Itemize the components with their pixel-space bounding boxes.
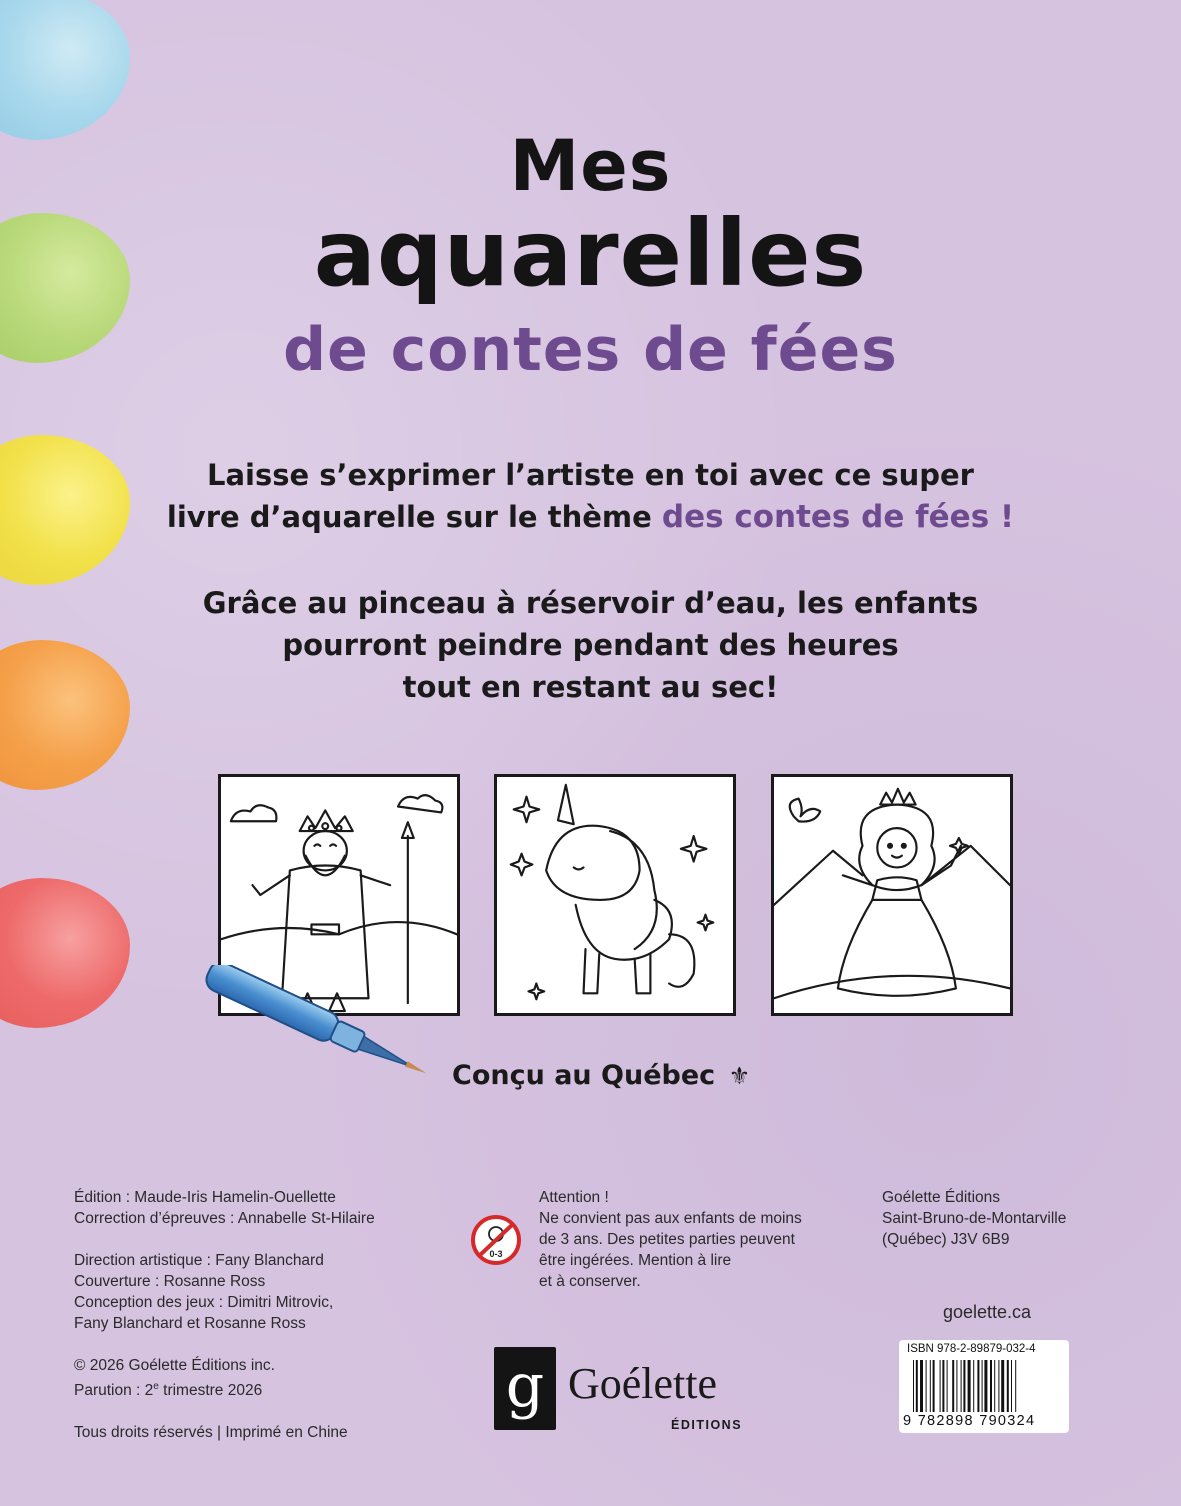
credit-art-direction: Direction artistique : Fany Blanchard (74, 1252, 324, 1269)
release-sup: e (153, 1381, 159, 1392)
intro-line-2-text: livre d’aquarelle sur le thème (166, 500, 662, 534)
warning-block (539, 1187, 802, 1292)
logo-name: Goélette (568, 1359, 718, 1408)
description-line-1: Grâce au pinceau à réservoir d’eau, les enfants (202, 586, 979, 620)
logo-subtitle: ÉDITIONS (671, 1418, 743, 1432)
intro-paragraph (0, 454, 1181, 538)
credit-edition: Édition : Maude-Iris Hamelin-Ouellette (74, 1189, 336, 1206)
age-label: 0-3 (489, 1249, 503, 1259)
intro-line-1: Laisse s’exprimer l’artiste en toi avec ce super (207, 458, 974, 492)
title-line-1: Mes (509, 125, 672, 207)
warning-line-1: Ne convient pas aux enfants de moins (539, 1210, 802, 1227)
publisher-city: Saint-Bruno-de-Montarville (882, 1210, 1067, 1227)
publisher-address (882, 1187, 1066, 1250)
barcode-bars (913, 1360, 1059, 1412)
credit-games-2: Fany Blanchard et Rosanne Ross (74, 1315, 306, 1332)
isbn-label: ISBN 978-2-89879-032-4 (907, 1343, 1036, 1355)
warning-title: Attention ! (539, 1189, 609, 1206)
credits-block (74, 1187, 375, 1443)
credit-release (74, 1376, 375, 1401)
credit-cover: Couverture : Rosanne Ross (74, 1273, 266, 1290)
isbn-barcode (899, 1340, 1069, 1433)
warning-line-2: de 3 ans. Des petites parties peuvent (539, 1231, 795, 1248)
water-brush-icon (186, 965, 436, 1085)
no-under-3-icon (470, 1214, 522, 1266)
credit-games-1: Conception des jeux : Dimitri Mitrovic, (74, 1294, 334, 1311)
warning-line-3: être ingérées. Mention à lire (539, 1252, 732, 1269)
fleur-de-lis-icon: ⚜ (728, 1062, 751, 1090)
release-prefix: Parution : 2 (74, 1382, 154, 1400)
made-in-quebec (452, 1060, 750, 1091)
title-line-2: aquarelles (313, 200, 868, 307)
intro-line-2 (0, 496, 1181, 538)
credit-correction: Correction d’épreuves : Annabelle St-Hilaire (74, 1210, 375, 1227)
credit-rights: Tous droits réservés | Imprimé en Chine (74, 1424, 348, 1442)
princess-drawing (771, 774, 1013, 1016)
logo-letter: g (505, 1351, 545, 1421)
credit-copyright: © 2026 Goélette Éditions inc. (74, 1357, 275, 1374)
release-suffix: trimestre 2026 (158, 1382, 263, 1400)
isbn-digits: 9 782898 790324 (903, 1413, 1036, 1429)
goelette-logo-mark (494, 1347, 556, 1430)
title-line-3: de contes de fées (283, 315, 898, 385)
unicorn-drawing (494, 774, 736, 1016)
warning-line-4: et à conserver. (539, 1273, 641, 1290)
description-line-2: pourront peindre pendant des heures (282, 628, 899, 662)
intro-highlight: des contes de fées ! (661, 499, 1015, 535)
description-line-3: tout en restant au sec! (402, 670, 779, 704)
made-in-quebec-text: Conçu au Québec (452, 1060, 716, 1091)
publisher-region: (Québec) J3V 6B9 (882, 1231, 1010, 1248)
description-paragraph (0, 582, 1181, 708)
publisher-name: Goélette Éditions (882, 1189, 1001, 1206)
publisher-website[interactable]: goelette.ca (943, 1302, 1032, 1322)
